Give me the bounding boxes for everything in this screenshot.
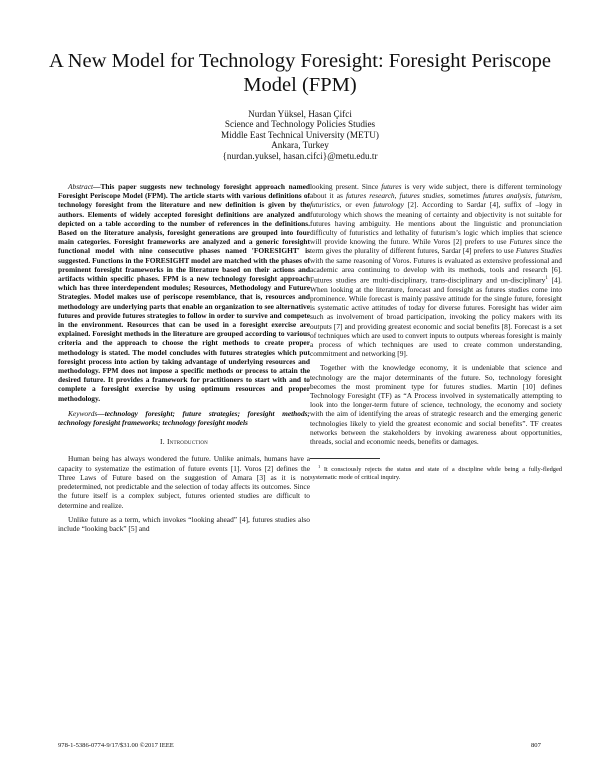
intro-paragraph-1: Human being has always wondered the future. Unlike animals, humans have a capacity to systematize the estimation of future events [1]. Voros [2] defines the Three Laws of Future based on the suggestion of Amara [3] as it is not predetermined, not predictable and the selection of today affects its outcomes. Since the future itself is a complex subject, futures oriented studies are difficult to determine and realize. xyxy=(58,454,310,510)
author-location: Ankara, Turkey xyxy=(271,140,329,151)
keywords-text: —technology foresight; future strategies; foresight methods; technology foresight frameworks; technology foresight models xyxy=(58,408,310,428)
text-run: , or even xyxy=(339,200,374,210)
intro-paragraph-2: Unlike future as a term, which invokes “looking ahead” [4], futures studies also include “looking back” [5] and xyxy=(58,514,310,533)
text-run-italic: Futures Studies xyxy=(515,246,562,256)
footnote xyxy=(310,463,562,482)
footnote-marker: 1 xyxy=(545,276,548,282)
text-run-italic: futurology xyxy=(373,200,404,210)
page-number: 807 xyxy=(531,742,541,749)
section-heading-introduction: I. Introduction xyxy=(160,437,208,447)
text-run-italic: futures research, futures studies xyxy=(345,191,444,201)
left-column xyxy=(58,182,310,538)
text-run: [4]. When looking at the literature, forecast and foresight as futures studies come into prominence. While forecast is mainly passive attitude for the single future, foresight is systematic active attitudes of today for diverse futures. Foresight has wider aim such as involvement of broad participation, invoking the policy makers with its outputs [7] and providing greatest economic and social benefits [8]. Forecast is a set of techniques which are used to convert inputs to outputs whereas foresight is mainly a process of which techniques are used to create common understanding, commitment and networking [9]. xyxy=(310,275,562,359)
text-run: , sometimes xyxy=(443,191,484,201)
text-run: looking present. Since xyxy=(310,182,382,191)
footnote-text: It consciously rejects the status and state of a discipline while being a fully-fledged systematic mode of critical inquiry. xyxy=(310,466,562,482)
author-university: Middle East Technical University (METU) xyxy=(221,129,379,140)
author-names: Nurdan Yüksel, Hasan Çifci xyxy=(248,109,352,119)
abstract xyxy=(58,182,310,403)
abstract-lead: Abstract xyxy=(68,182,94,191)
text-run: [2]. According to Sardar [4], suffix of –logy in futurology which shows the meaning of certainty and objectivity is not suitable for futures having ambiguity. He mentions about the linguistic and pronunciation difficulty of futuristics and lethality of futurism’s logic which implies that science will provide knowing the future. While Voros [2] prefers to use xyxy=(310,200,563,247)
paper-title: A New Model for Technology Foresight: Foresight Periscope Model (FPM) xyxy=(48,50,552,96)
text-run: since the term gives the plurality of different futures, Sardar [4] prefers to use xyxy=(310,237,562,256)
keywords xyxy=(58,409,310,427)
footnote-divider xyxy=(310,458,380,459)
author-department: Science and Technology Policies Studies xyxy=(224,119,376,130)
right-paragraph-1 xyxy=(310,182,562,358)
text-run: with the same reasoning of Voros. Futures is evaluated as extensive professional and academic area continuing to develop with its methods, tools and research [6]. Futures studies are multi-disciplinary, trans-disciplinary and un-disciplinary xyxy=(310,255,562,285)
footnote-number: 1 xyxy=(318,464,321,470)
text-run-italic: futures xyxy=(381,182,402,191)
right-paragraph-2: Together with the knowledge economy, it is undeniable that science and technology are the major determinants of the future. So, technology foresight becomes the most prominent type for futures studies. Martin [10] defines Technology Foresight (TF) as “A Process involved in systematically attempting to look into the longer-term future of science, technology, the economy and society with the aim of identifying the areas of strategic research and the emerging generic technologies likely to yield the greatest economic and social benefits”. TF creates networks between the stakeholders by invoking awareness about opportunities, threads, social and economic needs, benefits or damages. xyxy=(310,363,562,446)
text-run: is very wide subject, there is different terminology about it as xyxy=(310,182,562,201)
author-block xyxy=(80,109,520,161)
text-run-italic: futures analysis, futurism, futuristics xyxy=(310,191,562,210)
text-run-italic: Futures xyxy=(509,237,533,247)
copyright-footer: 978-1-5386-0774-9/17/$31.00 ©2017 IEEE xyxy=(58,742,174,749)
author-email: {nurdan.yuksel, hasan.cifci}@metu.edu.tr xyxy=(222,150,378,161)
right-column xyxy=(310,182,562,487)
keywords-lead: Keywords xyxy=(68,408,98,418)
abstract-text: —This paper suggests new technology foresight approach named Foresight Periscope Model (FPM). The article starts with various definitions of technology foresight from the literature and new definition is given by the authors. Elements of widely accepted foresight definitions are analyzed and depicted on a table according to the number of references in the definitions. Based on the literature analysis, foresight generations are grouped into four main categories. Foresight frameworks are analyzed and a generic foresight functional model with nine consecutive phases named 'FORESIGHT' is suggested. Functions in the FORESIGHT model are matched with the phases of prominent foresight frameworks in the literature based on their actions and artifacts within specific phases. FPM is a new technology foresight approach which has three interdependent modules; Resources, Methodology and Future Strategies. Model makes use of periscope resemblance, that is, resources and methodology are underlying parts that enable an organization to see alternative futures and provide futures strategies to follow in order to survive and compete in the environment. Resources that can be used in a foresight exercise are explained. Foresight methods in the literature are grouped according to various criteria and the approach to choose the right methods to create proper methodology is stated. The model concludes with futures strategies which put foresight process into action by taking advantage of underlying resources and methodology. FPM does not impose a specific methods or process to attain the desired future. It provides a framework for practitioners to start with and to complete a foresight exercise by using optimum resources and proper methodology. xyxy=(58,182,310,403)
